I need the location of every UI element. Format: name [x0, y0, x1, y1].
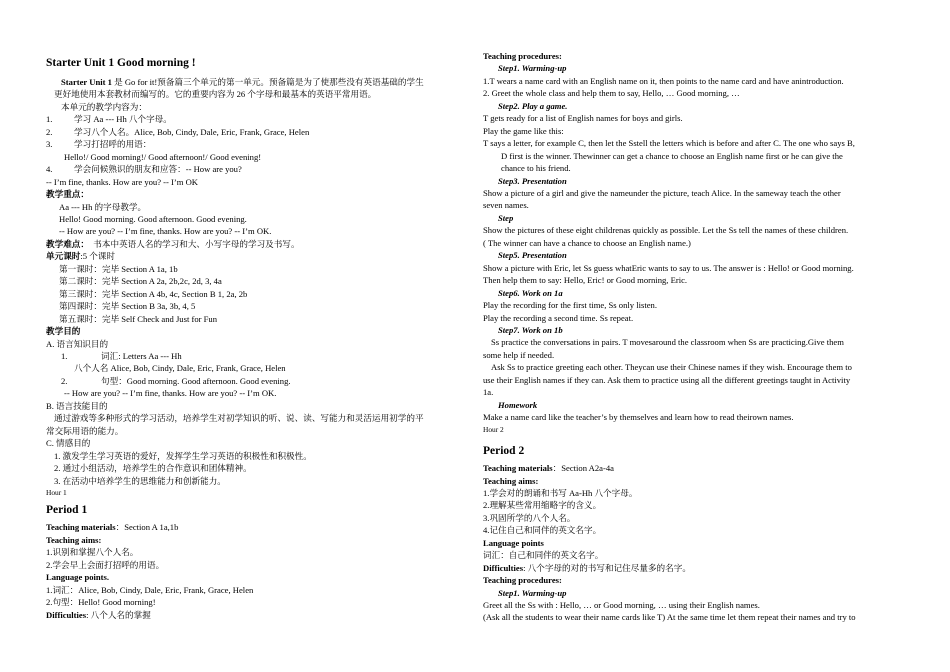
key-line: -- How are you? -- I’m fine, thanks. How are you? -- I’m OK. — [59, 226, 272, 237]
aims-item: 3.巩固所学的八个人名。 — [483, 512, 576, 523]
aims-item: 2.理解某些常用缩略字的含义。 — [483, 500, 602, 511]
aim-c-item: 3. 在活动中培养学生的思维能力和创新能力。 — [54, 475, 226, 486]
step-heading: Step7. Work on 1b — [498, 324, 563, 335]
intro-line-1 — [46, 76, 466, 88]
step-heading: Step2. Play a game. — [498, 100, 568, 111]
key-line: Aa --- Hh 的字母教学。 — [59, 201, 147, 212]
step-heading: Step3. Presentation — [498, 175, 567, 186]
content-item: 2. 学习八个人名。Alice, Bob, Cindy, Dale, Eric, Frank, Grace, Helen — [46, 126, 310, 137]
aim-b-text: 常交际用语的能力。 — [46, 425, 124, 436]
step-text: Play the recording for the first time, Ss only listen. — [483, 300, 657, 311]
period-1-title: Period 1 — [46, 504, 88, 517]
step-heading: Step5. Presentation — [498, 250, 567, 261]
aim-c-item: 2. 通过小组活动，培养学生的合作意识和团体精神。 — [54, 463, 252, 474]
aims-heading: 教学目的 — [46, 326, 81, 337]
content-item: 3. 学习打招呼的用语： — [46, 139, 152, 150]
aim-c-item: 1. 激发学生学习英语的爱好，发挥学生学习英语的积极性和积极性。 — [54, 450, 312, 461]
step-heading: Step6. Work on 1a — [498, 287, 563, 298]
step-text: Greet all the Ss with : Hello, … or Good morning, … using their English names. — [483, 600, 760, 611]
step-text: chance to his friend. — [501, 163, 571, 174]
step-text: Play the recording a second time. Ss repeat. — [483, 312, 634, 323]
aims-label: Teaching aims: — [46, 534, 102, 545]
language-point: 词汇：自己和同伴的英文名字。 — [483, 550, 604, 561]
step-text: Play the game like this: — [483, 125, 564, 136]
language-points-label: Language points. — [46, 572, 110, 583]
left-column — [46, 56, 466, 621]
step-text: 1.T wears a name card with an English name on it, then points to the name card and have anintroduction. — [483, 75, 844, 86]
step-text: T gets ready for a list of English names for boys and girls. — [483, 113, 683, 124]
procedures-label: Teaching procedures: — [483, 575, 562, 586]
aim-a2-dialog: -- How are you? -- I’m fine, thanks. How are you? -- I’m OK. — [64, 388, 277, 399]
materials-line: Teaching materials：Section A2a-4a — [483, 463, 614, 474]
step-text: T says a letter, for example C, then let the Sstell the letters which is before and after C. The one who says B, — [483, 138, 855, 149]
step-text: Show the pictures of these eight childrenas quickly as possible. Let the Ss tell the names of these children. — [483, 225, 849, 236]
step-heading: Step1. Warming-up — [498, 63, 567, 74]
step-text: (Ask all the students to wear their name cards like T) At the same time let them repeat their names and try to — [483, 612, 856, 623]
period-line: 第四课时：完毕 Section B 3a, 3b, 4, 5 — [59, 301, 196, 312]
content-item: 4. 学会问候熟识的朋友和应答：-- How are you? — [46, 164, 242, 175]
aim-b: B. 语言技能目的 — [46, 400, 108, 411]
step-text: some help if needed. — [483, 349, 555, 360]
aim-a1-names: 八个人名 Alice, Bob, Cindy, Dale, Eric, Frank, Grace, Helen — [74, 363, 286, 374]
aims-item: 1.识别和掌握八个人名。 — [46, 547, 139, 558]
difficulties-line: Difficulties: 八个人名的掌握 — [46, 609, 151, 620]
homework-text: Make a name card like the teacher’s by themselves and learn how to read theirown names. — [483, 412, 794, 423]
hour-label: Hour 2 — [483, 424, 504, 434]
period-count-line: 单元课时:5 个课时 — [46, 251, 116, 262]
difficulty-line: 教学难点： 书本中英语人名的学习和大、小写字母的学习及书写。 — [46, 238, 300, 249]
step-text: ( The winner can have a chance to choose an English name.) — [483, 237, 691, 248]
reply-line: -- I’m fine, thanks. How are you? -- I’m OK — [46, 176, 199, 187]
step-text: Ss practice the conversations in pairs. T movesaround the classroom when Ss are practicing.Give them — [491, 337, 844, 348]
content-item: 1. 学习 Aa --- Hh 八个字母。 — [46, 114, 172, 125]
step-text: Show a picture of a girl and give the nameunder the picture, teach Alice. In the sameway teach the other — [483, 187, 841, 198]
homework-heading: Homework — [498, 399, 538, 410]
key-heading: 教学重点： — [46, 189, 89, 200]
step-text: D first is the winner. Thewinner can get a chance to choose an English name first or he can give the — [501, 150, 843, 161]
period-line: 第五课时：完毕 Self Check and Just for Fun — [59, 313, 218, 324]
aim-a2: 2. 句型：Good morning. Good afternoon. Good evening. — [61, 375, 291, 386]
greetings-line: Hello!/ Good morning!/ Good afternoon!/ Good evening! — [64, 151, 262, 162]
language-point: 1.词汇：Alice, Bob, Cindy, Dale, Eric, Frank, Grace, Helen — [46, 584, 254, 595]
step-text: Ask Ss to practice greeting each other. Theycan use their Chinese names if they wish. Encourage them to — [491, 362, 852, 373]
step-text: 1a. — [483, 387, 494, 398]
hour-label: Hour 1 — [46, 487, 67, 497]
step-text: Then help them to say: Hello, Eric! or Good morning, Eric. — [483, 275, 688, 286]
language-point: 2.句型：Hello! Good morning! — [46, 597, 156, 608]
language-points-label: Language points — [483, 537, 544, 548]
aims-label: Teaching aims: — [483, 475, 539, 486]
period-2-title: Period 2 — [483, 445, 525, 458]
step-text: seven names. — [483, 200, 529, 211]
step-heading: Step — [498, 212, 514, 223]
aim-c: C. 情感目的 — [46, 438, 91, 449]
intro-rest: 是 Go for it!预备篇三个单元的第一单元。预备篇是为了使那些没有英语基础的学生 — [111, 77, 424, 87]
aims-item: 2.学会早上会面打招呼的用语。 — [46, 559, 165, 570]
aim-b-text: 通过游戏等多种形式的学习活动，培养学生对初学知识的听、说、读、写能力和灵活运用初学的平 — [54, 413, 424, 424]
aims-item: 1.学会对的朗诵和书写 Aa-Hh 八个字母。 — [483, 487, 638, 498]
aims-item: 4.记住自己和同伴的英文名字。 — [483, 525, 602, 536]
period-line: 第二课时：完毕 Section A 2a, 2b,2c, 2d, 3, 4a — [59, 276, 222, 287]
difficulties-line: Difficulties: 八个字母的对的书写和记住尽量多的名字。 — [483, 562, 691, 573]
materials-line: Teaching materials：Section A 1a,1b — [46, 522, 179, 533]
intro-bold: Starter Unit 1 — [61, 77, 112, 87]
unit-title: Starter Unit 1 Good morning ! — [46, 57, 196, 69]
step-heading: Step1. Warming-up — [498, 587, 567, 598]
period-line: 第三课时：完毕 Section A 4b, 4c, Section B 1, 2a, 2b — [59, 288, 248, 299]
procedures-label: Teaching procedures: — [483, 51, 562, 61]
period-line: 第一课时：完毕 Section A 1a, 1b — [59, 263, 178, 274]
step-text: 2. Greet the whole class and help them to say, Hello, … Good morning, … — [483, 88, 740, 99]
aim-a: A. 语言知识目的 — [46, 338, 109, 349]
key-line: Hello! Good morning. Good afternoon. Good evening. — [59, 213, 247, 224]
intro-line-2: 更好地使用本套教材而编写的。它的重要内容为 26 个字母和最基本的英语平常用语。 — [54, 89, 377, 100]
step-text: use their English names if they can. Ask them to practice using all the different greetings taught in Activity — [483, 374, 851, 385]
step-text: Show a picture with Eric, let Ss guess whatEric wants to say to us. The answer is : Hello! or Good morning. — [483, 262, 854, 273]
right-column — [483, 50, 903, 624]
content-heading: 本单元的教学内容为： — [61, 101, 147, 112]
aim-a1: 1. 词汇: Letters Aa --- Hh — [61, 350, 182, 361]
